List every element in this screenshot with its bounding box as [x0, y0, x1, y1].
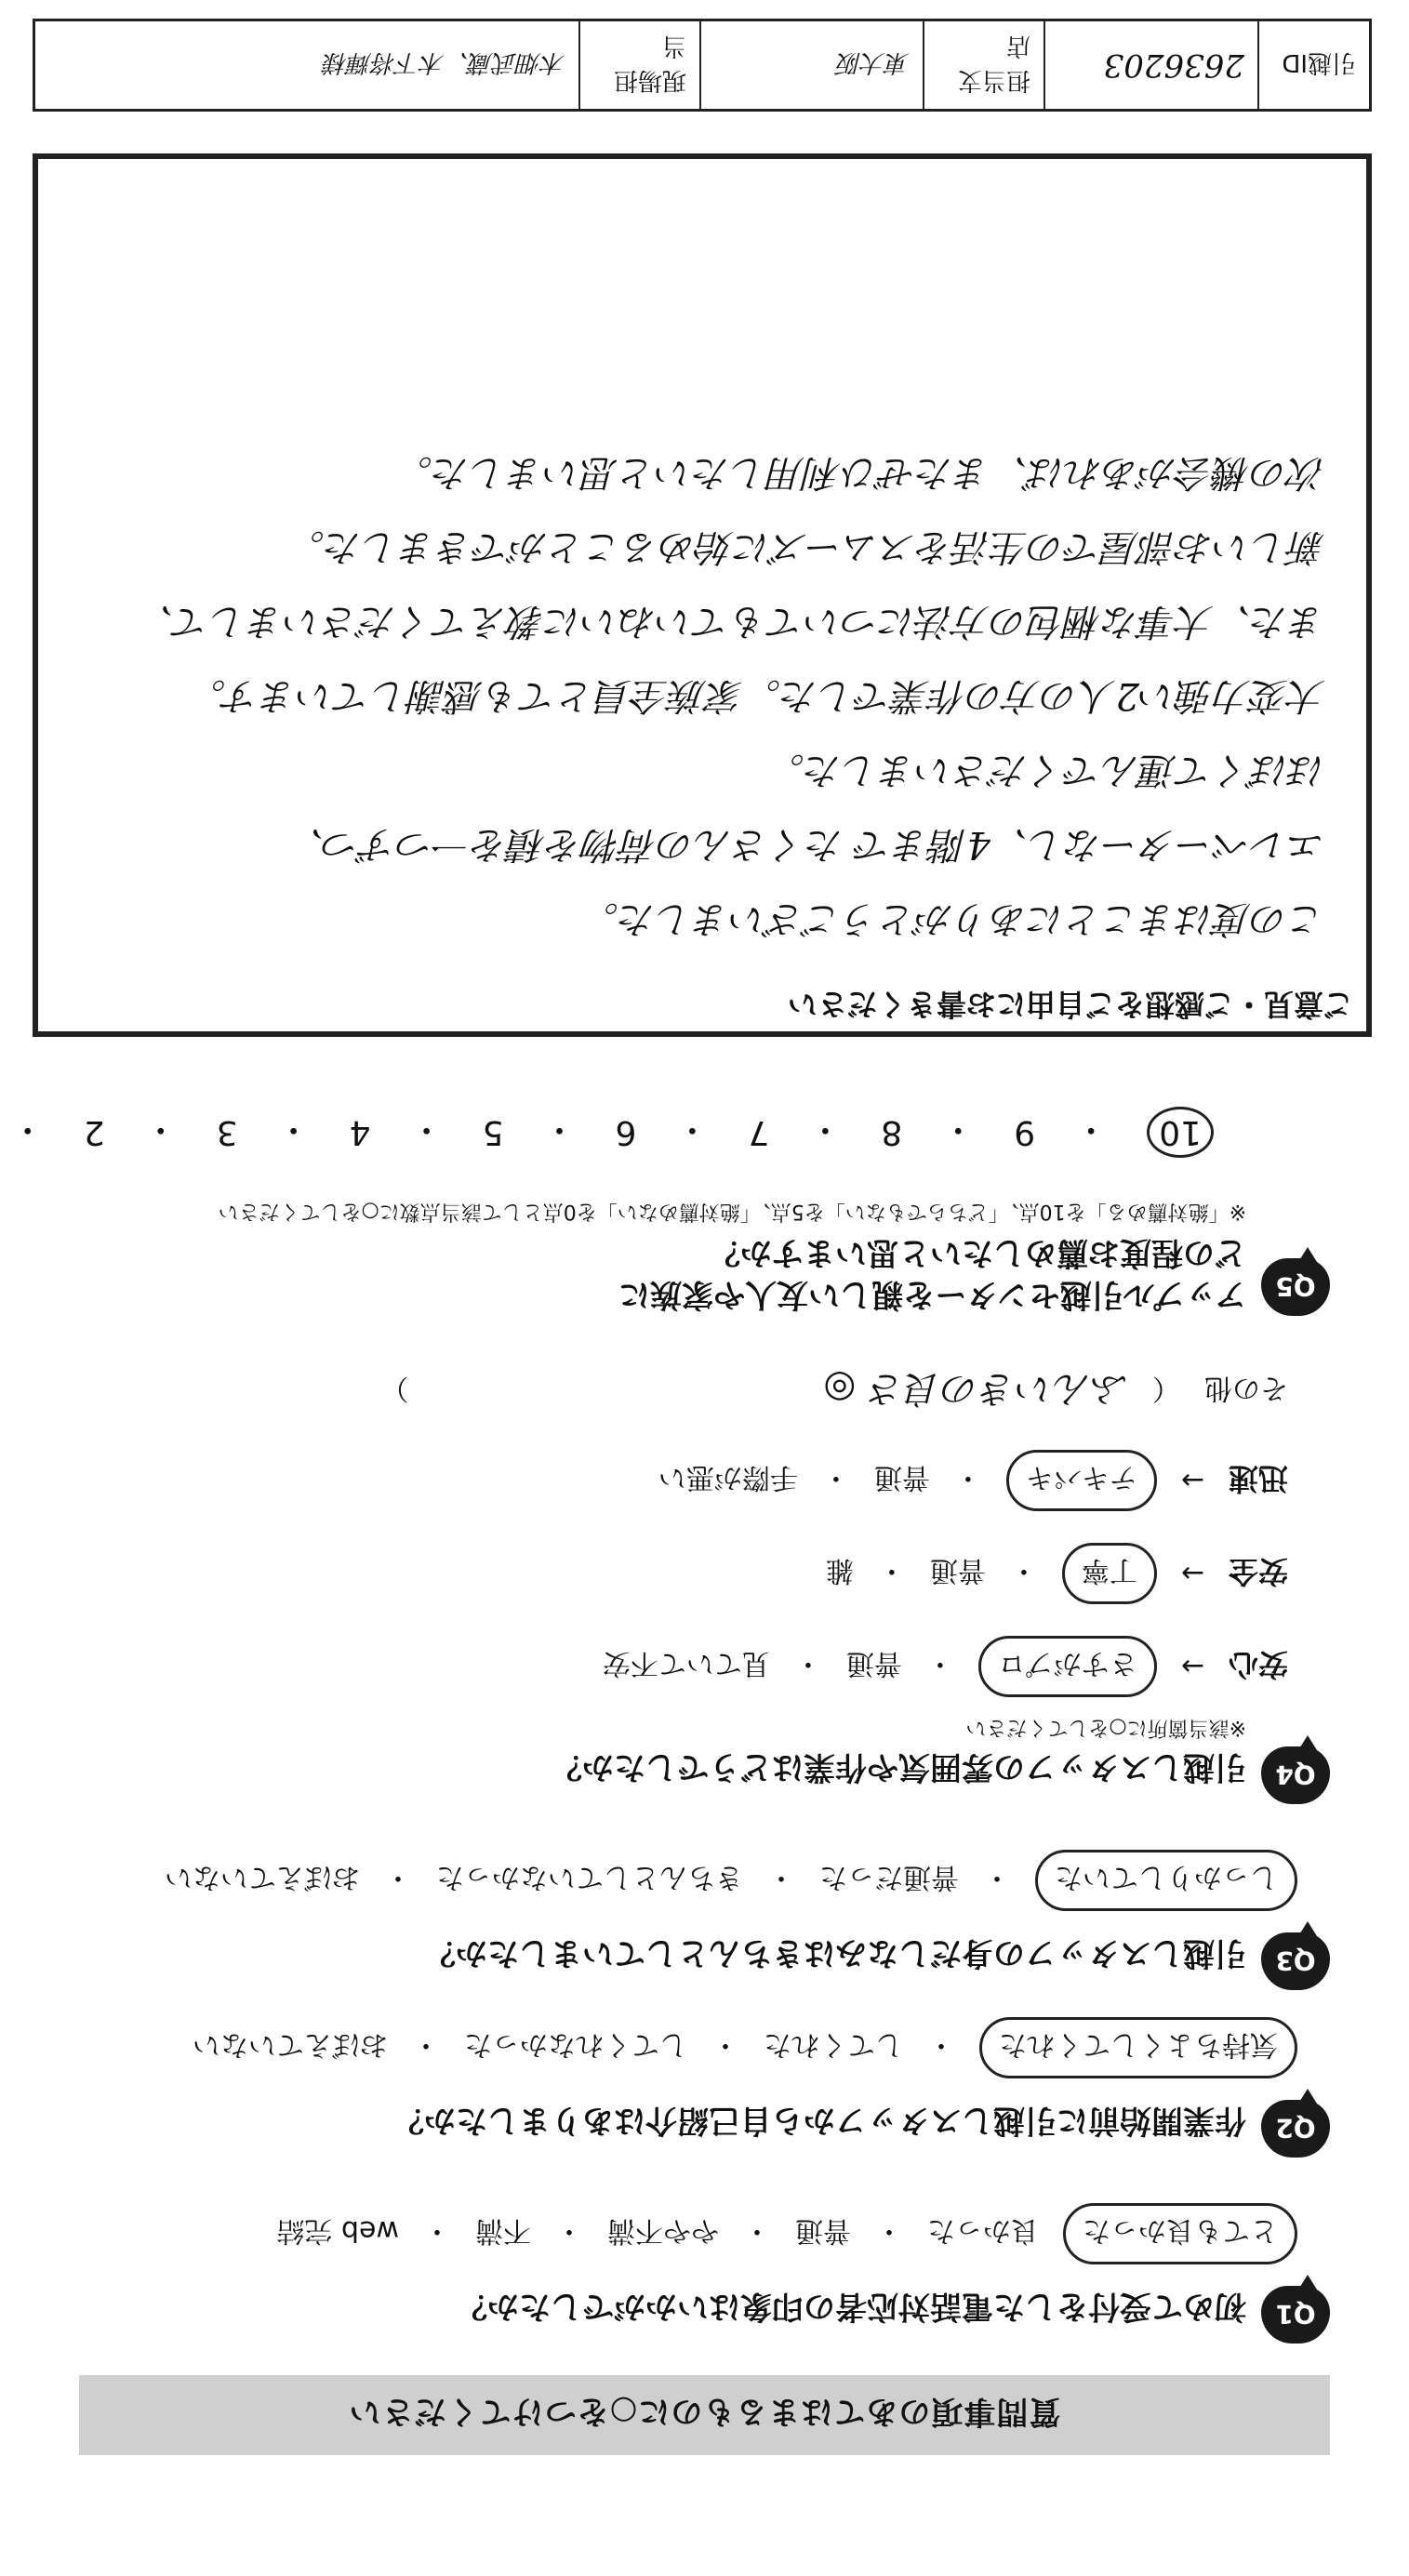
q2-option[interactable]: してくれなかった — [464, 2028, 687, 2061]
q4-note: ※該当箇所に○をしてください — [965, 1716, 1246, 1739]
q3-question: 引越しスタッフの身だしなみはきちんとしていましたか？ — [424, 1934, 1246, 1972]
q5-question-line2: どの程度お薦めしたいと思いますか？ — [709, 1234, 1246, 1271]
comment-line: エレベーターなし、4階まで たくさんの荷物を積を一つずつ、 — [286, 823, 1325, 866]
q5-score[interactable]: 4 — [349, 1113, 371, 1151]
q1-option[interactable]: web 完結 — [276, 2214, 399, 2247]
q1-badge: Q1 — [1261, 2286, 1330, 2344]
comment-line: ほぼくて運んでくださいました。 — [767, 749, 1325, 791]
q4-option-selected[interactable]: さすがプロ — [978, 1636, 1157, 1697]
q4-other-row: その他 （ ふんいきの良さ ◎ ） — [380, 1365, 1288, 1418]
q3-option[interactable]: おぼえていない — [165, 1861, 360, 1893]
q4-row-jinsoku: 迅速 → テキパキ ・ 普通 ・ 手際が悪い — [658, 1450, 1288, 1511]
staff-value: 木畑武蔵、木下将輝様 — [35, 21, 580, 109]
meta-table — [33, 19, 1372, 112]
q5-score[interactable]: 7 — [748, 1113, 770, 1151]
branch-label: 担当支店 — [924, 21, 1045, 109]
q4-row-label: 迅速 — [1228, 1461, 1288, 1496]
q2-question: 作業開始前に引越しスタッフから自己紹介はありましたか？ — [392, 2102, 1246, 2139]
q2-options: 気持ちよくしてくれた ・ してくれた ・ してくれなかった ・ おぼえていない — [193, 2017, 1297, 2078]
q5-score[interactable]: 5 — [482, 1113, 504, 1151]
q4-row-anzen: 安全 → 丁寧 ・ 普通 ・ 雑 — [826, 1543, 1288, 1604]
q1-option[interactable]: 良かった — [927, 2214, 1039, 2247]
q5-score[interactable]: 2 — [83, 1113, 105, 1151]
q3-option-selected[interactable]: しっかりしていた — [1035, 1850, 1297, 1911]
q4-option[interactable]: 見ていて不安 — [602, 1647, 770, 1680]
branch-value: 東大阪 — [701, 21, 924, 109]
comment-line: 次の機会があれば、またぜひ利用したいと思いました。 — [395, 451, 1325, 494]
q3-option[interactable]: 普通だった — [819, 1861, 959, 1893]
q5-note: ※「絶対薦める」を10点、「どちらでもない」を5点、「絶対薦めない」を0点として該当点数に○をしてください — [218, 1200, 1246, 1223]
q4-row-label: 安心 — [1228, 1647, 1288, 1682]
comment-line: 大変力強い2人の方の作業でした。家族全員とても感謝しています。 — [188, 674, 1325, 717]
q1-option[interactable]: 普通 — [795, 2214, 851, 2247]
q4-option-selected[interactable]: テキパキ — [1006, 1450, 1157, 1511]
q1-option[interactable]: 不満 — [475, 2214, 531, 2247]
q5-question-line1: アップル引越センターを親しい友人や家族に — [618, 1276, 1246, 1313]
q1-question: 初めて受付をした電話対応者の印象はいかがでしたか？ — [456, 2288, 1246, 2325]
id-value: 2636203 — [1045, 21, 1259, 109]
q1-option[interactable]: やや不満 — [607, 2214, 719, 2247]
q5-badge: Q5 — [1261, 1258, 1330, 1316]
q3-option[interactable]: きちんとしていなかった — [436, 1861, 743, 1893]
q4-option[interactable]: 雑 — [825, 1554, 854, 1587]
staff-label: 現場担当 — [580, 21, 701, 109]
q4-option[interactable]: 普通 — [845, 1647, 902, 1680]
q4-other-label: その他 — [1204, 1372, 1288, 1405]
comment-line: 新しいお部屋での生活をスムーズに始めることができました。 — [287, 525, 1325, 568]
comment-box-title: ご意見・ご感想をご自由にお書きください — [787, 987, 1353, 1022]
q5-score-scale: 10 ・ 9 ・ 8 ・ 7 ・ 6 ・ 5 ・ 4 ・ 3 ・ 2 ・ — [0, 1107, 1214, 1158]
instruction-banner: 質問事項のあてはまるものに○をつけてください — [79, 2375, 1330, 2455]
q4-option[interactable]: 普通 — [929, 1554, 986, 1587]
q2-badge: Q2 — [1261, 2100, 1330, 2158]
q4-row-anshin: 安心 → さすがプロ ・ 普通 ・ 見ていて不安 — [603, 1636, 1288, 1697]
q5-score[interactable]: 6 — [615, 1113, 637, 1151]
q5-score[interactable]: 9 — [1014, 1113, 1036, 1151]
q4-row-label: 安全 — [1228, 1554, 1288, 1589]
q4-option-selected[interactable]: 丁寧 — [1062, 1543, 1157, 1604]
comment-line: この度はまことにありがとうございました。 — [581, 897, 1325, 940]
q3-options: しっかりしていた ・ 普通だった ・ きちんとしていなかった ・ おぼえていない — [165, 1850, 1297, 1911]
q4-badge: Q4 — [1261, 1746, 1330, 1804]
id-label: 引越ID — [1282, 48, 1356, 77]
q4-other-answer[interactable]: ふんいきの良さ ◎ — [823, 1367, 1128, 1410]
q1-option-selected[interactable]: とても良かった — [1063, 2203, 1297, 2264]
comment-line: また、大事な梱包の方法についてもていねいに教えてくださいまして、 — [136, 600, 1325, 643]
q5-score[interactable]: 8 — [881, 1113, 903, 1151]
q2-option-selected[interactable]: 気持ちよくしてくれた — [979, 2017, 1297, 2078]
q4-question: 引越しスタッフの雰囲気や作業はどうでしたか？ — [551, 1748, 1246, 1786]
q4-option[interactable]: 普通 — [873, 1461, 930, 1494]
q1-options: とても良かった 良かった ・ 普通 ・ やや不満 ・ 不満 ・ web 完結 — [276, 2203, 1297, 2264]
q3-badge: Q3 — [1261, 1932, 1330, 1990]
q5-score-selected[interactable]: 10 — [1147, 1107, 1214, 1158]
q2-option[interactable]: してくれた — [764, 2028, 903, 2061]
q4-option[interactable]: 手際が悪い — [658, 1461, 798, 1494]
q2-option[interactable]: おぼえていない — [193, 2028, 388, 2061]
q5-score[interactable]: 3 — [216, 1113, 238, 1151]
